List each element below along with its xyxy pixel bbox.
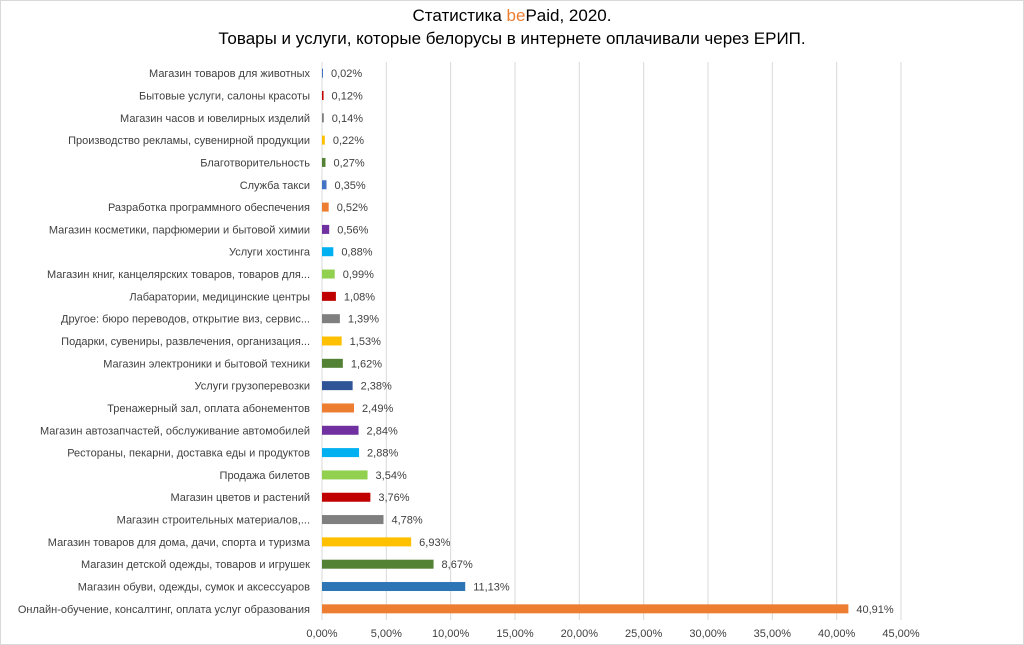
- bar: [322, 470, 368, 479]
- category-label: Магазин косметики, парфюмерии и бытовой химии: [48, 224, 310, 237]
- category-label: Онлайн-обучение, консалтинг, оплата услуг образования: [17, 603, 310, 616]
- x-tick-label: 5,00%: [370, 628, 402, 640]
- bar: [322, 180, 327, 189]
- x-tick-label: 40,00%: [818, 628, 856, 640]
- data-label: 6,93%: [419, 536, 451, 549]
- category-label: Производство рекламы, сувенирной продукции: [68, 135, 310, 148]
- bar: [322, 403, 354, 412]
- data-label: 0,02%: [331, 68, 363, 81]
- data-label: 1,53%: [349, 336, 381, 348]
- bar: [322, 493, 370, 502]
- category-label: Рестораны, пекарни, доставка еды и продуктов: [67, 447, 310, 460]
- bar: [322, 426, 359, 435]
- bar: [322, 359, 343, 368]
- bar: [322, 225, 329, 234]
- x-tick-label: 20,00%: [560, 628, 598, 640]
- x-tick-label: 45,00%: [882, 628, 920, 640]
- category-label: Магазин детской одежды, товаров и игрушек: [80, 559, 310, 572]
- data-label: 2,88%: [367, 447, 399, 460]
- data-label: 3,54%: [375, 469, 407, 482]
- category-label: Бытовые услуги, салоны красоты: [139, 90, 310, 103]
- bar: [322, 203, 329, 212]
- data-label: 1,62%: [350, 358, 383, 371]
- brand-name-be: be: [506, 6, 526, 25]
- grid-lines: [322, 62, 901, 620]
- data-label: 0,99%: [342, 269, 374, 282]
- data-label: 0,35%: [334, 179, 366, 192]
- category-label: Магазин строительных материалов,...: [116, 514, 310, 527]
- category-label: Тренажерный зал, оплата абонементов: [107, 402, 310, 415]
- category-label: Благотворительность: [200, 157, 310, 170]
- data-label: 0,14%: [331, 112, 364, 125]
- bar: [322, 91, 324, 100]
- category-label: Продажа билетов: [219, 469, 310, 482]
- bar: [322, 604, 848, 613]
- x-tick-label: 35,00%: [753, 628, 791, 640]
- category-label: Магазин товаров для животных: [149, 68, 310, 81]
- category-label: Услуги грузоперевозки: [194, 380, 310, 393]
- bar: [322, 113, 324, 122]
- category-label: Разработка программного обеспечения: [107, 202, 310, 215]
- data-label: 0,22%: [332, 135, 365, 148]
- bar: [322, 292, 336, 301]
- category-label: Магазин товаров для дома, дачи, спорта и туризма: [47, 536, 310, 549]
- data-label: 0,27%: [333, 157, 365, 170]
- category-label: Магазин автозапчастей, обслуживание автомобилей: [40, 425, 310, 438]
- data-label: 3,76%: [378, 492, 410, 505]
- bar: [322, 537, 411, 546]
- bar: [322, 582, 465, 591]
- title-suffix: Paid, 2020.: [525, 6, 612, 25]
- category-label: Служба такси: [239, 179, 310, 192]
- x-tick-label: 25,00%: [625, 628, 663, 640]
- bar: [322, 337, 342, 346]
- labels: [18, 68, 920, 640]
- category-label: Лабаратории, медицинские центры: [129, 291, 310, 304]
- data-label: 0,52%: [336, 202, 368, 215]
- x-tick-label: 30,00%: [689, 628, 727, 640]
- bar: [322, 314, 340, 323]
- bar: [322, 247, 333, 256]
- bar: [322, 136, 325, 145]
- data-label: 40,91%: [856, 603, 894, 616]
- bar: [322, 158, 325, 167]
- data-label: 1,39%: [347, 313, 380, 326]
- data-label: 0,12%: [331, 90, 363, 103]
- category-label: Другое: бюро переводов, открытие виз, сервис...: [61, 313, 310, 326]
- category-label: Подарки, сувениры, развлечения, организация...: [61, 336, 310, 348]
- category-label: Магазин часов и ювелирных изделий: [120, 112, 310, 125]
- chart-title-line2: Товары и услуги, которые белорусы в интернете оплачивали через ЕРИП.: [218, 29, 806, 48]
- category-label: Магазин обуви, одежды, сумок и аксессуаров: [77, 581, 310, 594]
- category-label: Магазин книг, канцелярских товаров, товаров для...: [46, 269, 310, 282]
- bar: [322, 69, 323, 78]
- data-label: 0,56%: [337, 224, 369, 237]
- data-label: 4,78%: [391, 514, 423, 527]
- data-label: 1,08%: [343, 291, 376, 304]
- data-label: 11,13%: [473, 581, 510, 594]
- category-label: Магазин цветов и растений: [170, 492, 310, 505]
- data-label: 0,88%: [341, 246, 373, 259]
- bar: [322, 448, 359, 457]
- bar: [322, 381, 353, 390]
- data-label: 2,38%: [360, 380, 392, 393]
- bars: [322, 69, 848, 614]
- x-tick-label: 15,00%: [496, 628, 534, 640]
- x-tick-label: 10,00%: [432, 628, 470, 640]
- bar: [322, 560, 434, 569]
- category-label: Услуги хостинга: [228, 246, 310, 259]
- title-prefix: Статистика: [412, 6, 507, 25]
- category-label: Магазин электроники и бытовой техники: [103, 358, 310, 371]
- x-tick-label: 0,00%: [306, 628, 338, 640]
- data-label: 8,67%: [441, 559, 473, 572]
- bar: [322, 270, 335, 279]
- data-label: 2,49%: [362, 402, 394, 415]
- data-label: 2,84%: [366, 425, 398, 438]
- bar: [322, 515, 384, 524]
